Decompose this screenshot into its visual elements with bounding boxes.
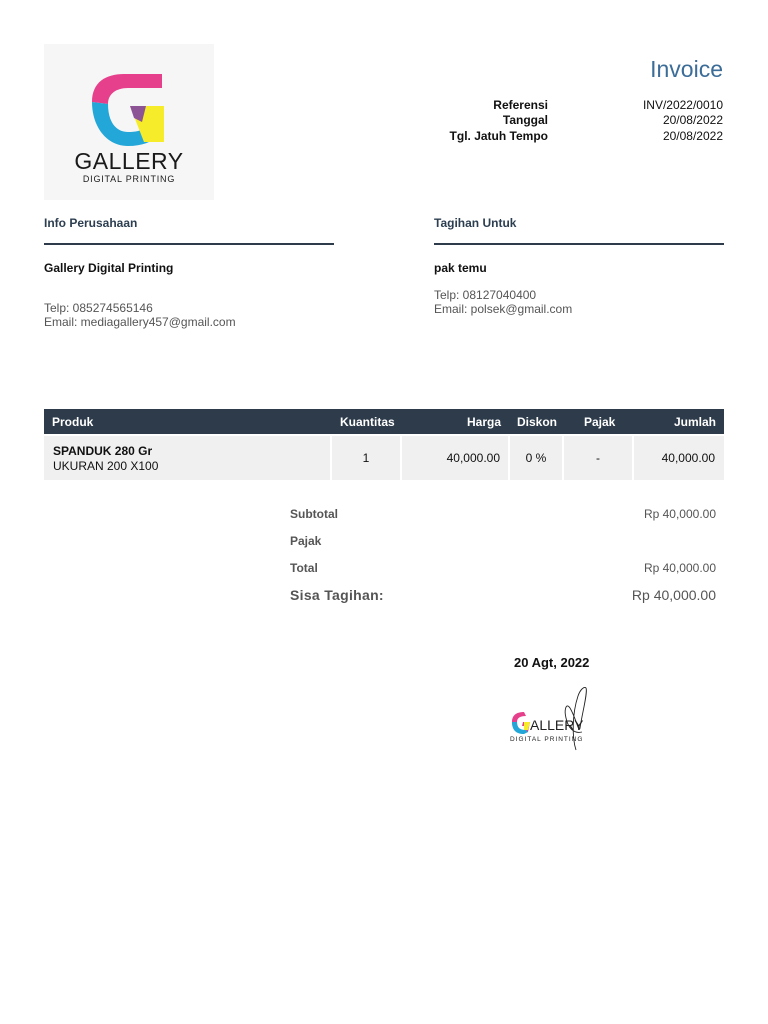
meta-value-due-date: 20/08/2022	[662, 128, 723, 143]
customer-email: Email: polsek@gmail.com	[434, 301, 573, 316]
company-info-heading: Info Perusahaan	[44, 216, 138, 230]
balance-due-label: Sisa Tagihan:	[290, 587, 384, 603]
cell-discount	[510, 436, 562, 480]
signature-stamp	[506, 684, 592, 754]
total-label: Total	[290, 561, 318, 575]
company-email: Email: mediagallery457@gmail.com	[44, 314, 236, 329]
quantity-value: 1	[362, 451, 370, 465]
bill-to-heading: Tagihan Untuk	[434, 216, 517, 230]
table-header	[44, 409, 724, 434]
company-divider	[44, 243, 334, 245]
col-quantity: Kuantitas	[340, 415, 395, 429]
svg-text:ALLERY: ALLERY	[530, 717, 584, 733]
signature-stamp-graphic	[506, 684, 592, 754]
company-name: Gallery Digital Printing	[44, 261, 174, 275]
col-amount: Jumlah	[673, 415, 716, 429]
col-tax: Pajak	[584, 415, 616, 429]
logo-wordmark: GALLERY	[74, 148, 184, 174]
col-price: Harga	[466, 415, 501, 429]
gallery-g-emblem	[84, 70, 174, 150]
signature-date: 20 Agt, 2022	[514, 655, 590, 670]
meta-value-reference: INV/2022/0010	[642, 98, 723, 112]
cell-quantity	[332, 436, 400, 480]
cell-amount	[634, 436, 724, 480]
price-value: 40,000.00	[446, 451, 500, 465]
company-logo	[44, 44, 214, 200]
product-name: SPANDUK 280 Gr	[53, 444, 153, 458]
col-product: Produk	[52, 415, 94, 429]
meta-label-reference: Referensi	[493, 98, 548, 112]
tax-value: -	[596, 451, 600, 465]
table-row	[44, 436, 724, 480]
tax-label: Pajak	[290, 534, 322, 548]
company-contact	[44, 302, 236, 329]
customer-contact	[434, 289, 572, 316]
invoice-meta-values	[573, 98, 723, 144]
svg-text:DIGITAL PRINTING: DIGITAL PRINTING	[510, 736, 584, 743]
customer-phone: Telp: 08127040400	[434, 288, 537, 302]
invoice-meta-labels	[348, 98, 548, 144]
amount-value: 40,000.00	[661, 451, 715, 465]
invoice-title: Invoice	[650, 56, 723, 82]
cell-price	[402, 436, 508, 480]
cell-tax	[564, 436, 632, 480]
meta-label-date: Tanggal	[502, 113, 548, 128]
bill-to-divider	[434, 243, 724, 245]
items-table	[44, 409, 724, 480]
balance-due-value: Rp 40,000.00	[631, 587, 716, 603]
company-phone: Telp: 085274565146	[44, 301, 153, 315]
customer-name: pak temu	[434, 261, 487, 275]
col-discount: Diskon	[517, 415, 558, 429]
meta-value-date: 20/08/2022	[662, 113, 723, 128]
discount-value: 0 %	[525, 451, 547, 465]
product-description: UKURAN 200 X100	[53, 459, 159, 473]
subtotal-value: Rp 40,000.00	[643, 507, 716, 521]
cell-product	[44, 436, 330, 480]
subtotal-label: Subtotal	[290, 507, 338, 521]
logo-tagline: DIGITAL PRINTING	[82, 174, 176, 184]
total-value: Rp 40,000.00	[643, 561, 716, 575]
meta-label-due-date: Tgl. Jatuh Tempo	[449, 128, 548, 143]
